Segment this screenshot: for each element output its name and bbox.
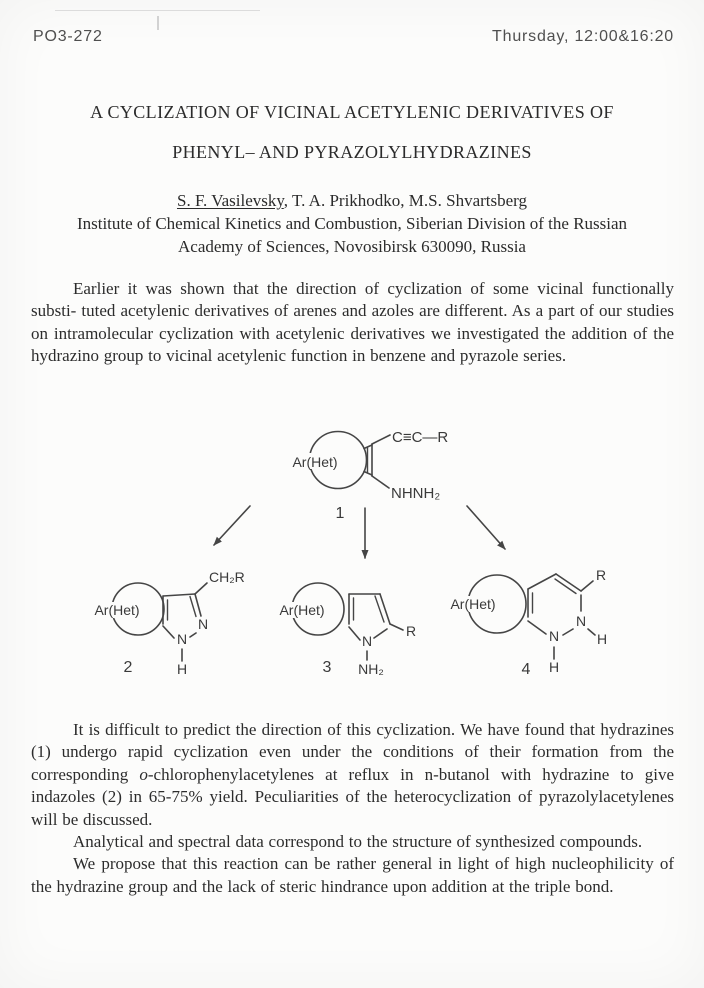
results-italic-o: o	[139, 764, 148, 784]
amino-label: NH₂	[358, 661, 384, 677]
paper-title-line1: A CYCLIZATION OF VICINAL ACETYLENIC DERIVATIVES OF	[90, 102, 614, 122]
h1-label: H	[548, 659, 560, 675]
scan-artifact-line	[55, 10, 260, 11]
c-n-double-bond	[195, 594, 201, 616]
compound-1-number: 1	[335, 505, 345, 522]
bond-to-alkyne	[372, 435, 390, 444]
arrow-to-compound-4	[467, 506, 505, 549]
aryl-ring-label: Ar(Het)	[450, 596, 496, 612]
affiliation-line2: Academy of Sciences, Novosibirsk 630090, Russia	[178, 237, 526, 256]
n-n-bond	[563, 629, 573, 635]
page-header	[33, 28, 674, 46]
results-text-before: It is difficult to predict the direction of this cyclization. We have found that hydrazines (1) undergo rapid cyclization even under the conditions of their formation from the corresponding	[31, 720, 674, 784]
paper-title-line2: PHENYL– AND PYRAZOLYLHYDRAZINES	[172, 142, 532, 162]
aryl-ring-label: Ar(Het)	[292, 454, 338, 470]
n1-label: N	[176, 631, 188, 647]
paper-title	[0, 92, 704, 172]
bond-to-substituent	[195, 583, 207, 594]
substituent-label: R	[596, 567, 607, 583]
bond-to-substituent	[390, 624, 403, 630]
n1-label: N	[361, 633, 373, 649]
hydrazino-label: NHNH₂	[391, 485, 441, 502]
alkyne-label: C≡C—R	[392, 429, 449, 446]
paragraph-results	[31, 719, 674, 831]
h2-label: H	[596, 631, 608, 647]
n2-label: N	[197, 616, 209, 632]
c-c-double-bond	[380, 594, 390, 624]
paragraph-analytical: Analytical and spectral data correspond to the structure of synthesized compounds.	[73, 832, 643, 852]
n-n-bond	[190, 633, 196, 637]
lead-author: S. F. Vasilevsky	[176, 191, 284, 210]
compound-2-structure	[92, 569, 245, 677]
lower-text-block	[31, 719, 674, 898]
n-h-bond	[588, 629, 595, 635]
compound-3-structure	[277, 583, 416, 677]
compound-4-structure	[448, 567, 607, 678]
poster-code: PO3-272	[33, 28, 103, 45]
n2-label: N	[575, 613, 587, 629]
aryl-ring-label: Ar(Het)	[279, 602, 325, 618]
h-label: H	[176, 661, 188, 677]
authors-affiliation	[0, 189, 704, 258]
compound-1-structure	[288, 429, 448, 522]
paragraph-intro: Earlier it was shown that the direction of cyclization of some vicinal functionally substi- tuted acetylenic derivatives of arenes and azoles are different. As a part of our studies on intramolecular cyclization with acetylenic derivatives we investigated the addition of the hydrazino group to vicinal acetylenic function in benzene and pyrazole series.	[31, 279, 674, 366]
compound-4-number: 4	[521, 661, 531, 678]
reaction-scheme-svg	[60, 408, 620, 688]
n1-label: N	[548, 628, 560, 644]
paragraph-conclusion: We propose that this reaction can be rather general in light of high nucleophilicity of the hydrazine group and the lack of steric hindrance upon addition at the triple bond.	[31, 854, 674, 896]
substituent-label: R	[406, 623, 417, 639]
reaction-scheme	[60, 408, 620, 688]
coauthors: , T. A. Prikhodko, M.S. Shvartsberg	[283, 191, 528, 210]
substituent-label: CH₂R	[209, 569, 245, 585]
authors-line	[0, 189, 704, 212]
compound-3-number: 3	[322, 659, 332, 676]
reaction-arrows	[214, 506, 505, 558]
results-text-after: -chlorophenylacetylenes at reflux in n-butanol with hydrazine to give indazoles (2) in 65-75% yield. Peculiarities of the heterocyclization of pyrazolylacetylenes will be discussed.	[31, 764, 674, 829]
bond-to-substituent	[581, 581, 593, 591]
bond-to-hydrazino	[372, 476, 389, 488]
session-schedule: Thursday, 12:00&16:20	[492, 28, 674, 45]
arrow-to-compound-2	[214, 506, 250, 545]
affiliation-line1: Institute of Chemical Kinetics and Combustion, Siberian Division of the Russian	[76, 214, 628, 233]
aryl-ring-label: Ar(Het)	[94, 602, 140, 618]
compound-2-number: 2	[123, 659, 133, 676]
